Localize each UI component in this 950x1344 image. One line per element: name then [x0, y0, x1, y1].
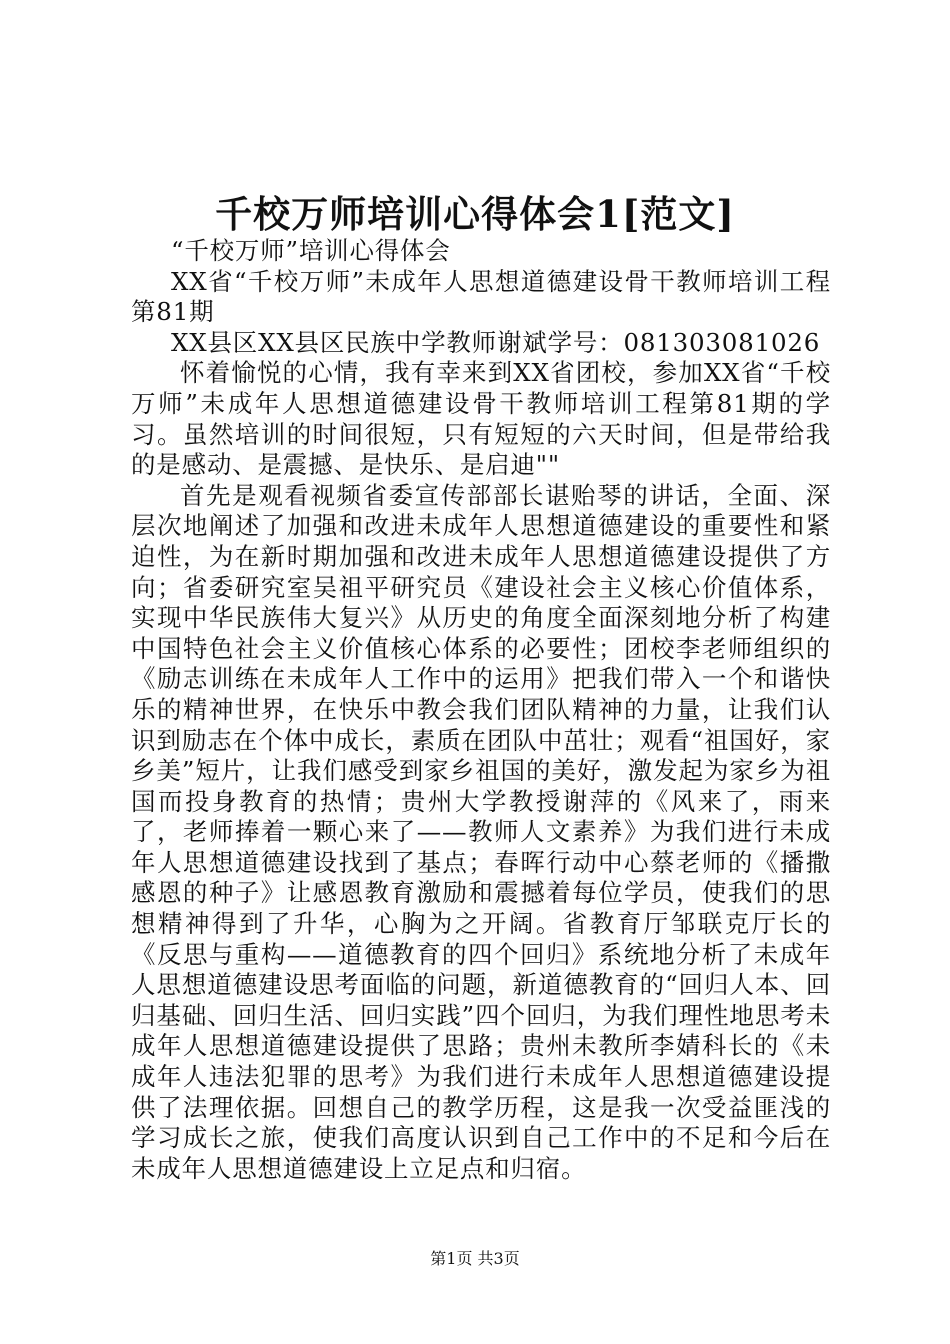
paragraph-2: 首先是观看视频省委宣传部部长谌贻琴的讲话，全面、深层次地阐述了加强和改进未成年人思想道德建设的重要性和紧迫性，为在新时期加强和改进未成年人思想道德建设提供了方向；省委研究室吴祖平研究员《建设社会主义核心价值体系，实现中华民族伟大复兴》从历史的角度全面深刻地分析了构建中国特色社会主义价值核心体系的必要性；团校李老师组织的《励志训练在未成年人工作中的运用》把我们带入一个和谐快乐的精神世界，在快乐中教会我们团队精神的力量，让我们认识到励志在个体中成长，素质在团队中茁壮；观看“祖国好，家乡美”短片，让我们感受到家乡祖国的美好，激发起为家乡为祖国而投身教育的热情；贵州大学教授谢萍的《风来了，雨来了，老师捧着一颗心来了——教师人文素养》为我们进行未成年人思想道德建设找到了基点；春晖行动中心蔡老师的《播撒感恩的种子》让感恩教育激励和震撼着每位学员，使我们的思想精神得到了升华，心胸为之开阔。省教育厅邹联克厅长的《反思与重构——道德教育的四个回归》系统地分析了未成年人思想道德建设思考面临的问题，新道德教育的“回归人本、回归基础、回归生活、回归实践”四个回归，为我们理性地思考未成年人思想道德建设提供了思路；贵州未教所李婧科长的《未成年人违法犯罪的思考》为我们进行未成年人思想道德建设提供了法理依据。回想自己的教学历程，这是我一次受益匪浅的学习成长之旅，使我们高度认识到自己工作中的不足和今后在未成年人思想道德建设上立足点和归宿。	[131, 480, 832, 1183]
document-body	[131, 236, 831, 1184]
author-line: XX县区XX县区民族中学教师谢斌学号：081303081026	[171, 327, 821, 357]
paragraph-1: 怀着愉悦的心情，我有幸来到XX省团校，参加XX省“千校万师”未成年人思想道德建设骨干教师培训工程第81期的学习。虽然培训的时间很短，只有短短的六天时间，但是带给我的是感动、是震撼、是快乐、是启迪""	[131, 358, 831, 480]
document-title: 千校万师培训心得体会1[范文]	[215, 192, 735, 236]
subtitle: “千校万师”培训心得体会	[171, 236, 451, 265]
program-line: XX省“千校万师”未成年人思想道德建设骨干教师培训工程第81期	[131, 266, 831, 327]
page-footer: 第1页 共3页	[430, 1249, 520, 1268]
